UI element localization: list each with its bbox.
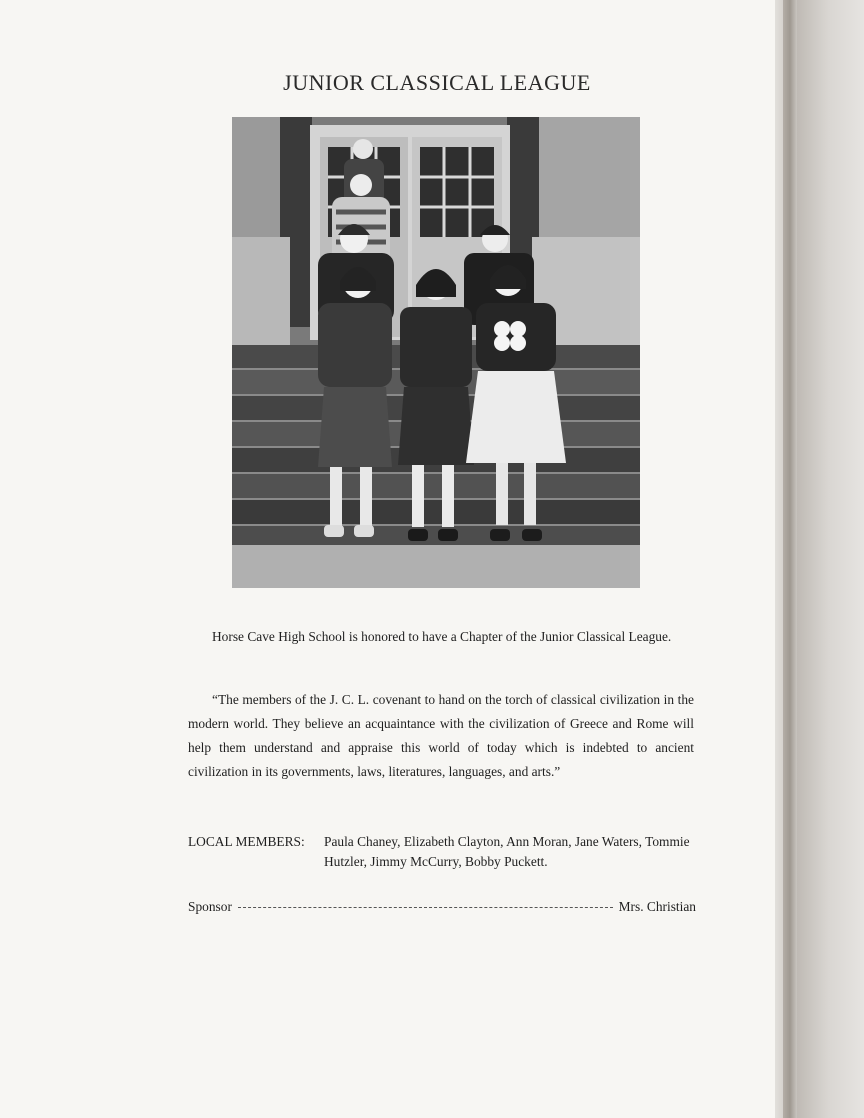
page-title: JUNIOR CLASSICAL LEAGUE (283, 70, 591, 95)
group-photo (232, 117, 640, 588)
quote-paragraph: “The members of the J. C. L. covenant to hand on the torch of classical civilization in the modern world. They believe an acquaintance with the civilization of Greece and Rome will help them understand and appraise this world of today which is indebted to ancient civilization in its governments, laws, literatures, languages, and arts.” (188, 692, 694, 779)
intro-paragraph: Horse Cave High School is honored to have a Chapter of the Junior Classical League. (212, 629, 672, 644)
members-label: LOCAL MEMBERS: (188, 834, 305, 849)
sponsor-label: Sponsor (188, 899, 232, 914)
members-names: Paula Chaney, Elizabeth Clayton, Ann Moran, Jane Waters, Tommie Hutzler, Jimmy McCurry, Bobby Puckett. (324, 834, 690, 869)
binding-gutter (783, 0, 797, 1118)
sponsor-name: Mrs. Christian (618, 899, 696, 914)
sponsor-line (188, 899, 696, 919)
leader-dots (238, 907, 613, 908)
